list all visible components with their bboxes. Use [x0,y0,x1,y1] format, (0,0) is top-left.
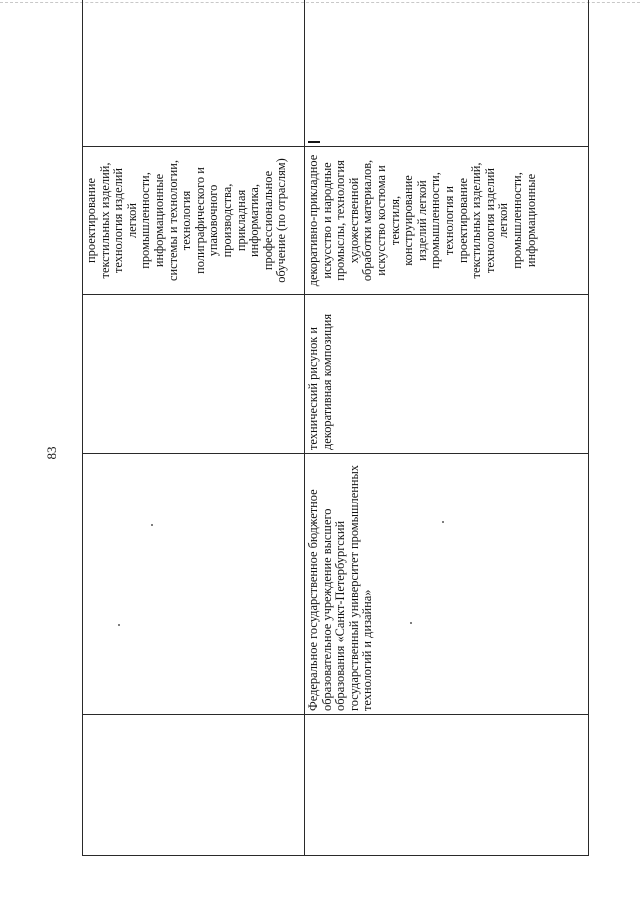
universities-table [82,0,589,856]
scan-speck [410,622,412,624]
rotated-table-container [82,32,588,856]
row2-code-cell [305,715,589,856]
row2-organization-cell: Федеральное государственное бюджетное образовательное учреждение высшего образования «Санкт-Петербургский государственный университет промышленных технологий и дизайна» [305,454,589,715]
row1-code-cell [83,715,305,856]
table-row [305,0,589,856]
row1-extra-cell [83,0,305,147]
scan-speck [151,524,153,526]
scan-speck [118,624,120,626]
row1-subjects-cell [83,295,305,454]
document-table-area [82,32,588,856]
row1-organization-cell [83,454,305,715]
row2-directions-cell: декоративно-прикладное искусство и народные промыслы, технология художественной обработки материалов, искусство костюма и текстиля, конструирование изделий легкой промышленности, технология и проектирование текстильных изделий, технология изделий легкой промышленности, информационные [305,147,589,295]
vertical-bar-mark [308,141,320,143]
table-row [83,0,305,856]
row1-directions-cell: проектирование текстильных изделий, технология изделий легкой промышленности, информационные системы и технологии, технология полиграфического и упаковочного производства, прикладная информатика, профессиональное обучение (по отраслям) [83,147,305,295]
page-number: 83 [44,446,59,460]
row2-subjects-cell: технический рисунок и декоративная композиция [305,295,589,454]
scan-speck [442,521,444,523]
row2-extra-cell [305,0,589,147]
